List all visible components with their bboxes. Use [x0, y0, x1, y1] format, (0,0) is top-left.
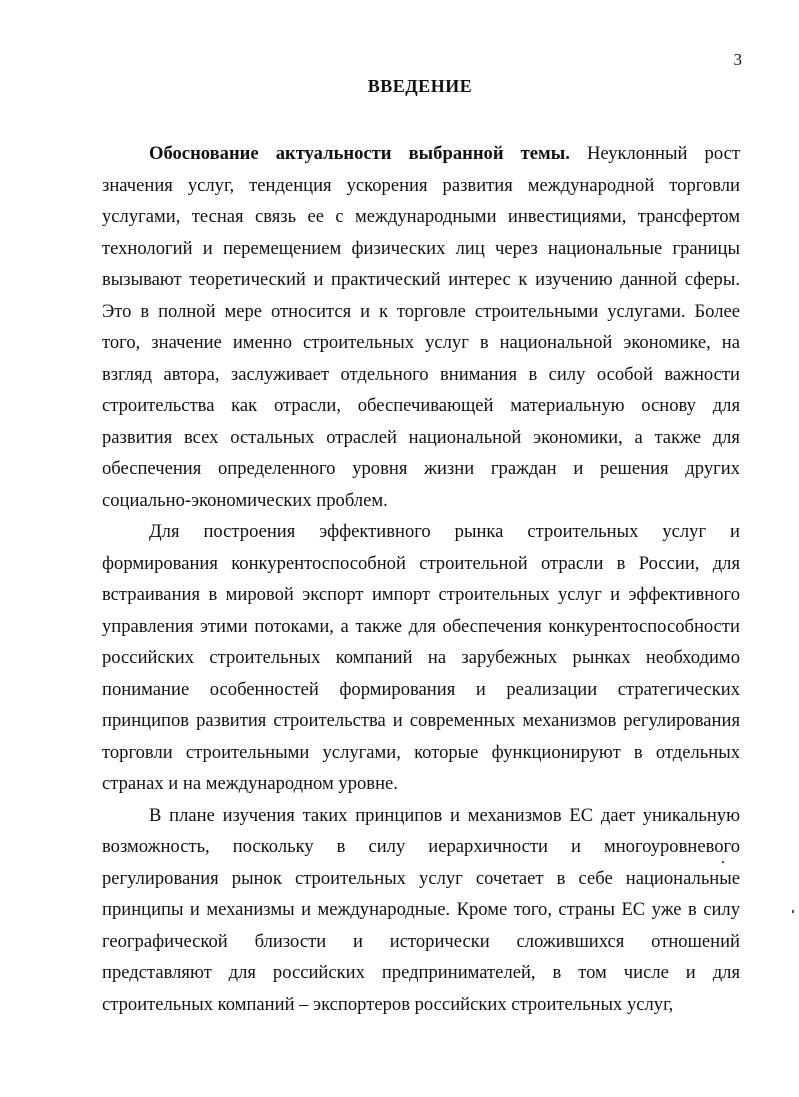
body-text	[102, 138, 740, 1020]
paragraph-2	[102, 516, 740, 800]
paragraph-3	[102, 800, 740, 1021]
paragraph-text: Для построения эффективного рынка строительных услуг и формирования конкурентоспособной строительной отрасли в России, для встраивания в мировой экспорт импорт строительных услуг и эффективного управления этими потоками, а также для обеспечения конкурентоспособности российских строительных компаний на зарубежных рынках необходимо понимание особенностей формирования и реализации стратегических принципов развития строительства и современных механизмов регулирования торговли строительными услугами, которые функционируют в отдельных странах и на международном уровне.	[102, 521, 740, 794]
paragraph-text: В плане изучения таких принципов и механизмов ЕС дает уникальную возможность, поскольку в силу иерархичности и многоуровневого регулирования рынок строительных услуг сочетает в себе национальные принципы и механизмы и международные. Кроме того, страны ЕС уже в силу географической близости и исторически сложившихся отношений представляют для российских предпринимателей, в том числе и для строительных компаний – экспортеров российских строительных услуг,	[102, 804, 740, 1015]
page-title: ВВЕДЕНИЕ	[367, 76, 473, 96]
paragraph-1	[102, 138, 740, 516]
paragraph-lead: Обоснование актуальности выбранной темы.	[149, 143, 570, 164]
paragraph-text: Неуклонный рост значения услуг, тенденция ускорения развития международной торговли услугами, тесная связь ее с международными инвестициями, трансфертом технологий и перемещением физических лиц через национальные границы вызывают теоретический и практический интерес к изучению данной сферы. Это в полной мере относится и к торговле строительными услугами. Более того, значение именно строительных услуг в национальной экономике, на взгляд автора, заслуживает отдельного внимания в силу особой важности строительства как отрасли, обеспечивающей материальную основу для развития всех остальных отраслей национальной экономики, а также для обеспечения определенного уровня жизни граждан и решения других социально-экономических проблем.	[102, 143, 740, 511]
scan-speck	[722, 861, 724, 863]
scan-speck	[792, 910, 794, 913]
page-number: 3	[733, 50, 742, 69]
